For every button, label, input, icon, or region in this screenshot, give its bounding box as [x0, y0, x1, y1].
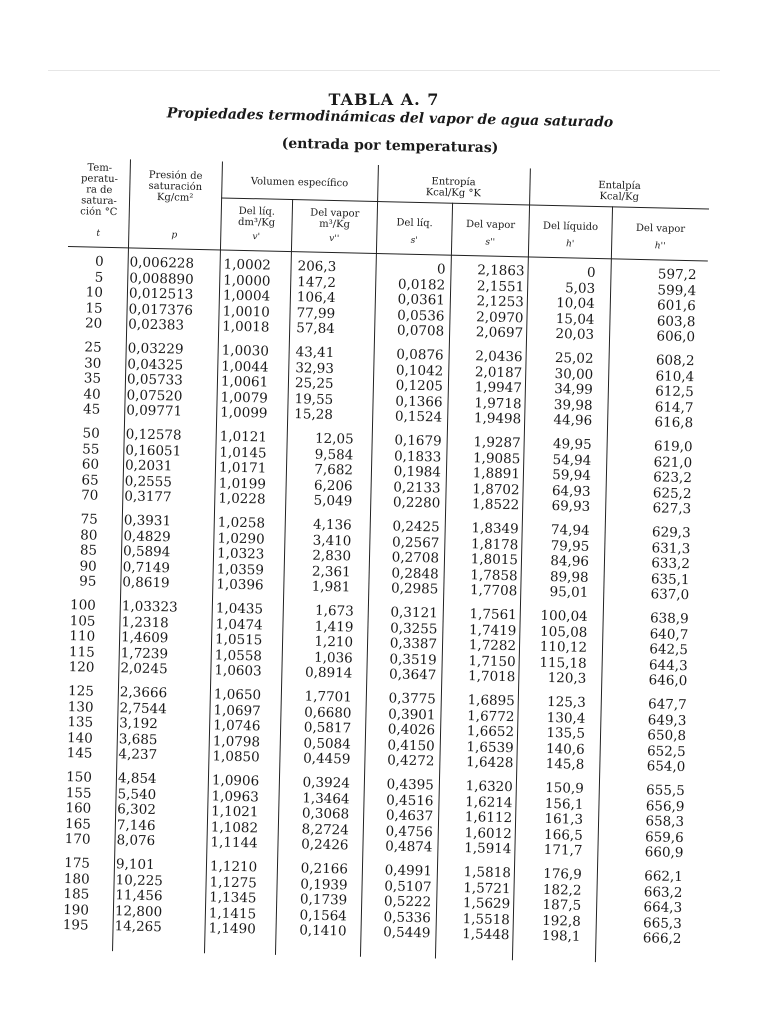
volume-liquid-values: 1,1210 1,1275 1,1345 1,1415 1,1490 — [208, 858, 258, 938]
temperature-values: 150 155 160 165 170 — [64, 769, 93, 848]
row-group — [52, 856, 694, 948]
entropy-liquid-values: 0,3121 0,3255 0,3387 0,3519 0,3647 — [388, 604, 438, 684]
header-temperature: Tem- peratu- ra de satura- ción °C — [80, 162, 119, 219]
temperature-values: 125 130 135 140 145 — [66, 683, 95, 762]
enthalpy-vapor-values: 629,3 631,3 633,2 635,1 637,0 — [650, 524, 691, 604]
row-group — [66, 254, 708, 346]
entropy-liquid-values: 0,4395 0,4516 0,4637 0,4756 0,4874 — [385, 776, 435, 856]
volume-vapor-values: 206,3 147,2 106,4 77,99 57,84 — [296, 258, 337, 338]
temperature-values: 75 80 85 90 95 — [79, 511, 98, 590]
enthalpy-liquid-values: 74,94 79,95 84,96 89,98 95,01 — [549, 522, 590, 601]
header-temperature-symbol: t — [96, 228, 101, 239]
temperature-values: 175 180 185 190 195 — [62, 855, 91, 934]
enthalpy-liquid-values: 176,9 182,2 187,5 192,8 198,1 — [541, 865, 583, 945]
pressure-values: 0,3931 0,4829 0,5894 0,7149 0,8619 — [122, 512, 172, 592]
header-volume-vapor: Del vapor m³/Kg — [310, 207, 360, 231]
page-subtitle: Propiedades termodinámicas del vapor de agua saturado — [166, 105, 614, 131]
steam-table — [52, 158, 710, 964]
volume-liquid-values: 1,0258 1,0290 1,0323 1,0359 1,0396 — [216, 514, 266, 594]
row-group — [56, 684, 698, 776]
temperature-values: 50 55 60 65 70 — [80, 425, 100, 504]
header-enthalpy-vapor-symbol: h'' — [654, 241, 666, 252]
entropy-liquid-values: 0 0,0182 0,0361 0,0536 0,0708 — [396, 261, 446, 340]
entropy-liquid-values: 0,2425 0,2567 0,2708 0,2848 0,2985 — [390, 518, 440, 598]
volume-vapor-values: 4,136 3,410 2,830 2,361 1,981 — [311, 516, 352, 596]
volume-vapor-values: 0,2166 0,1939 0,1739 0,1564 0,1410 — [299, 860, 349, 940]
entropy-liquid-values: 0,0876 0,1042 0,1205 0,1366 0,1524 — [394, 346, 444, 426]
entropy-vapor-values: 1,9287 1,9085 1,8891 1,8702 1,8522 — [471, 434, 521, 514]
enthalpy-liquid-values: 125,3 130,4 135,5 140,6 145,8 — [545, 693, 586, 773]
header-volume-vapor-symbol: v'' — [329, 233, 340, 245]
header-pressure: Presión de saturación Kg/cm² — [148, 169, 203, 204]
row-group — [54, 770, 696, 862]
row-group — [58, 598, 700, 690]
header-enthalpy-liquid-symbol: h' — [565, 239, 575, 250]
entropy-vapor-values: 1,6895 1,6772 1,6652 1,6539 1,6428 — [465, 692, 515, 772]
entropy-liquid-values: 0,3775 0,3901 0,4026 0,4150 0,4272 — [386, 690, 436, 770]
header-entropy: Entropía Kcal/Kg °K — [425, 176, 481, 200]
temperature-values: 25 30 35 40 45 — [82, 339, 102, 418]
header-entropy-vapor: Del vapor — [465, 219, 516, 232]
entropy-vapor-values: 1,7561 1,7419 1,7282 1,7150 1,7018 — [467, 606, 517, 686]
pressure-values: 4,854 5,540 6,302 7,146 8,076 — [116, 770, 157, 850]
enthalpy-liquid-values: 150,9 156,1 161,3 166,5 171,7 — [543, 779, 585, 859]
pressure-values: 1,03323 1,2318 1,4609 1,7239 2,0245 — [120, 598, 178, 678]
volume-liquid-values: 1,0121 1,0145 1,0171 1,0199 1,0228 — [218, 428, 268, 508]
header-enthalpy: Entalpía Kcal/Kg — [598, 179, 641, 203]
entropy-vapor-values: 2,1863 2,1551 2,1253 2,0970 2,0697 — [475, 262, 525, 342]
header-entropy-vapor-symbol: s'' — [485, 237, 496, 248]
enthalpy-liquid-values: 25,02 30,00 34,99 39,98 44,96 — [553, 350, 594, 429]
volume-liquid-values: 1,0435 1,0474 1,0515 1,0558 1,0603 — [214, 600, 264, 680]
pressure-values: 9,101 10,225 11,456 12,800 14,265 — [114, 856, 164, 936]
entropy-liquid-values: 0,1679 0,1833 0,1984 0,2133 0,2280 — [392, 432, 442, 512]
enthalpy-liquid-values: 49,95 54,94 59,94 64,93 69,93 — [551, 436, 592, 515]
volume-vapor-values: 1,673 1,419 1,210 1,036 0,8914 — [304, 602, 354, 682]
header-volume-liquid-symbol: v' — [252, 232, 261, 243]
pressure-values: 0,006228 0,008890 0,012513 0,017376 0,02383 — [128, 254, 195, 334]
header-enthalpy-liquid: Del líquido — [542, 220, 599, 233]
header-entropy-liquid-symbol: s' — [410, 235, 418, 246]
header-enthalpy-vapor: Del vapor — [635, 222, 686, 235]
page-title: TABLA A. 7 — [328, 90, 440, 109]
row-group — [60, 512, 702, 604]
volume-vapor-values: 1,7701 0,6680 0,5817 0,5084 0,4459 — [303, 688, 353, 768]
volume-liquid-values: 1,0002 1,0000 1,0004 1,0010 1,0018 — [222, 256, 272, 336]
entropy-vapor-values: 1,5818 1,5721 1,5629 1,5518 1,5448 — [462, 864, 512, 944]
enthalpy-vapor-values: 662,1 663,2 664,3 665,3 666,2 — [642, 868, 684, 948]
volume-liquid-values: 1,0906 1,0963 1,1021 1,1082 1,1144 — [210, 772, 260, 852]
pressure-values: 0,03229 0,04325 0,05733 0,07520 0,09771 — [126, 340, 184, 420]
enthalpy-vapor-values: 638,9 640,7 642,5 644,3 646,0 — [648, 610, 689, 690]
enthalpy-liquid-values: 100,04 105,08 110,12 115,18 120,3 — [539, 607, 588, 687]
enthalpy-liquid-values: 0 5,03 10,04 15,04 20,03 — [555, 264, 596, 343]
entropy-vapor-values: 2,0436 2,0187 1,9947 1,9718 1,9498 — [473, 348, 523, 428]
header-entropy-liquid: Del líq. — [396, 217, 433, 230]
volume-vapor-values: 12,05 9,584 7,682 6,206 5,049 — [313, 430, 354, 510]
header-pressure-symbol: p — [171, 230, 178, 241]
enthalpy-vapor-values: 608,2 610,4 612,5 614,7 616,8 — [654, 352, 695, 432]
volume-vapor-values: 0,3924 1,3464 0,3068 8,2724 0,2426 — [301, 774, 351, 854]
header-volume-liquid: Del líq. dm³/Kg — [237, 205, 276, 229]
pressure-values: 2,3666 2,7544 3,192 3,685 4,237 — [118, 684, 168, 764]
temperature-values: 100 105 110 115 120 — [68, 597, 97, 676]
row-group — [64, 340, 706, 432]
volume-liquid-values: 1,0650 1,0697 1,0746 1,0798 1,0850 — [212, 686, 262, 766]
enthalpy-vapor-values: 619,0 621,0 623,2 625,2 627,3 — [652, 438, 693, 518]
row-group — [62, 426, 704, 518]
temperature-values: 0 5 10 15 20 — [84, 253, 104, 332]
enthalpy-vapor-values: 647,7 649,3 650,8 652,5 654,0 — [646, 696, 687, 776]
page-subtitle-entry: (entrada por temperaturas) — [281, 135, 499, 157]
enthalpy-vapor-values: 597,2 599,4 601,6 603,8 606,0 — [656, 266, 697, 346]
entropy-liquid-values: 0,4991 0,5107 0,5222 0,5336 0,5449 — [383, 862, 433, 942]
enthalpy-vapor-values: 655,5 656,9 658,3 659,6 660,9 — [644, 782, 685, 862]
entropy-vapor-values: 1,6320 1,6214 1,6112 1,6012 1,5914 — [464, 778, 514, 858]
top-rule — [48, 70, 720, 71]
pressure-values: 0,12578 0,16051 0,2031 0,2555 0,3177 — [124, 426, 182, 506]
entropy-vapor-values: 1,8349 1,8178 1,8015 1,7858 1,7708 — [469, 520, 519, 600]
header-specific-volume: Volumen específico — [250, 176, 349, 190]
volume-vapor-values: 43,41 32,93 25,25 19,55 15,28 — [294, 344, 335, 424]
volume-liquid-values: 1,0030 1,0044 1,0061 1,0079 1,0099 — [220, 342, 270, 422]
